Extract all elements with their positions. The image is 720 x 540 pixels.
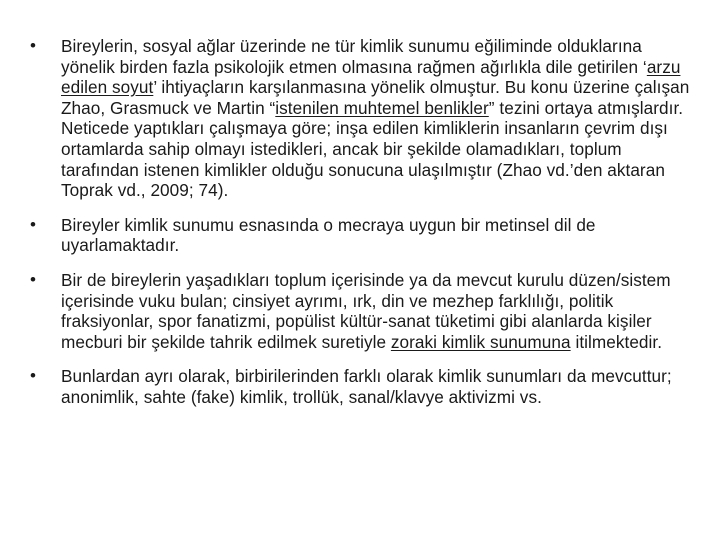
bullet-text <box>61 215 596 256</box>
bullet-item-3 <box>30 270 690 352</box>
underlined-phrase: zoraki kimlik sunumuna <box>390 331 571 352</box>
bullet-list <box>30 36 690 422</box>
underlined-phrase: arzu edilen soyut <box>61 56 681 98</box>
bullet-text <box>61 270 671 352</box>
bullet-text <box>61 366 672 407</box>
text-run: itilmektedir. <box>570 331 663 352</box>
bullet-dot-icon: • <box>30 269 37 289</box>
text-run: ” tezini ortaya atmışlardır. Neticede yaptıkları çalışmaya göre; inşa edilen kimliklerin insanların çevrim dışı ortamlarda sahip olmayı istedikleri, ancak bir şekilde olamadıkları, toplum tarafından istenen kimlikler olduğu sonucuna ulaşılmıştır (Zhao vd.’den aktaran Toprak vd., 2009; 74). <box>61 97 684 201</box>
text-run: ’ ihtiyaçların karşılanmasına yönelik olmuştur. Bu konu üzerine çalışan Zhao, Grasmuck ve Martin “ <box>61 77 690 118</box>
text-run: Bunlardan ayrı olarak, birbirilerinden farklı olarak kimlik sunumları da mevcuttur; anonimlik, sahte (fake) kimlik, trollük, sanal/klavye aktivizmi vs. <box>61 366 672 407</box>
bullet-dot-icon: • <box>30 214 37 234</box>
bullet-item-1 <box>30 36 690 201</box>
underlined-phrase: istenilen muhtemel benlikler <box>275 97 489 118</box>
bullet-dot-icon: • <box>30 366 37 386</box>
text-run: Bir de bireylerin yaşadıkları toplum içerisinde ya da mevcut kurulu düzen/sistem içerisinde vuku bulan; cinsiyet ayrımı, ırk, din ve mezhep farklılığı, politik fraksiyonlar, spor fanatizmi, popülist kültür-sanat tüketimi gibi alanlarda kişiler mecburi bir şekilde tahrik edilmek suretiyle <box>61 269 671 352</box>
text-run: Bireyler kimlik sunumu esnasında o mecraya uygun bir metinsel dil de uyarlamaktadır. <box>61 214 596 256</box>
bullet-item-4 <box>30 366 690 407</box>
bullet-dot-icon: • <box>30 36 37 55</box>
bullet-item-2 <box>30 215 690 256</box>
text-run: Bireylerin, sosyal ağlar üzerinde ne tür kimlik sunumu eğiliminde olduklarına yönelik birden fazla psikolojik etmen olmasına rağmen ağırlıkla dile getirilen ‘ <box>61 36 647 77</box>
bullet-text <box>61 36 689 200</box>
